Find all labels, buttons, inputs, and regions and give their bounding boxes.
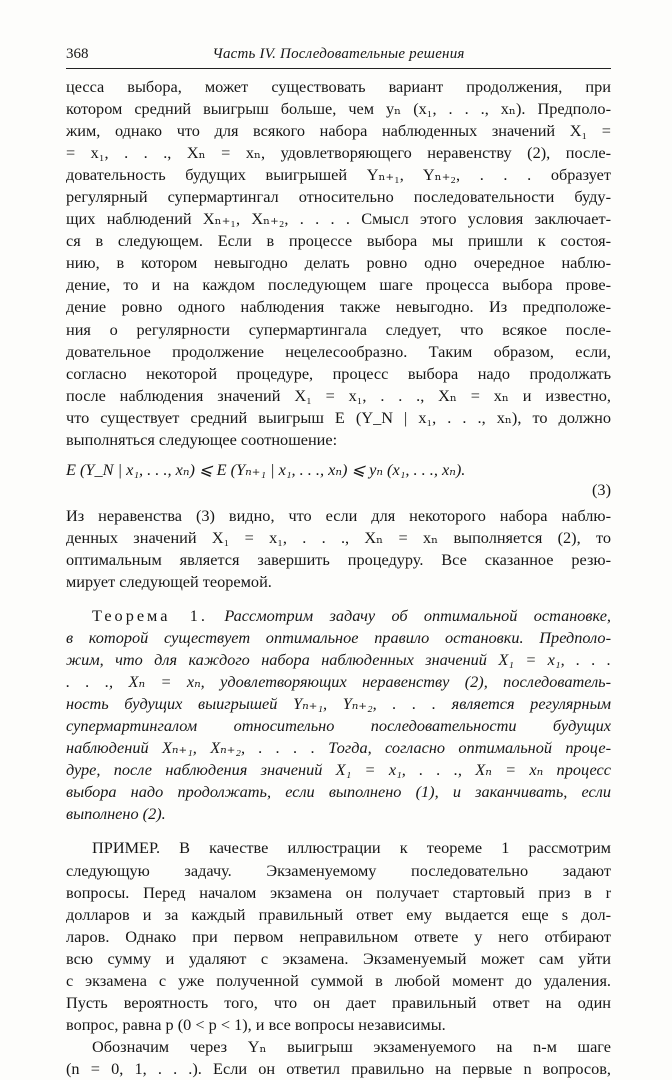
- text-line: что существует средний выигрыш E (Y_N | x₁, . . ., xₙ), то должно: [66, 407, 611, 427]
- paragraph-gap: [66, 593, 611, 605]
- body-text: [66, 76, 611, 1080]
- theorem-1: [66, 605, 611, 825]
- theorem-line: жим, что для каждого набора наблюденных значений X₁ = x₁, . . .: [66, 650, 611, 670]
- paragraph-conclusion: [66, 505, 611, 593]
- text-line: с экзамена с уже полученной суммой в любой момент до удаления.: [66, 970, 611, 990]
- text-line: вопрос, равна p (0 < p < 1), и все вопросы независимы.: [66, 1014, 446, 1034]
- formula-tag: (3): [592, 479, 611, 499]
- paragraph-definition: [66, 1036, 611, 1080]
- text-line: ларов. Однако при первом неправильном ответе у него отбирают: [66, 926, 611, 946]
- page-header: [66, 46, 611, 69]
- text-line: Пусть вероятность того, что он дает правильный ответ на один: [66, 992, 611, 1012]
- theorem-line: . . ., Xₙ = xₙ, удовлетворяющих неравенству (2), последователь-: [66, 672, 611, 692]
- text-line: ся в следующем. Если в процессе выбора мы пришли к состоя-: [66, 231, 611, 251]
- formula-3: E (Y_N | x₁, . . ., xₙ) ⩽ E (Yₙ₊₁ | x₁, . . ., xₙ) ⩽ yₙ (x₁, . . ., xₙ).: [66, 459, 466, 479]
- text-line: долларов и за каждый правильный ответ ему выдается еще s дол-: [66, 904, 611, 924]
- theorem-line: в которой существует оптимальное правило остановки. Предполо-: [66, 628, 611, 648]
- text-line: нию, в котором невыгодно делать ровно одно очередное наблю-: [66, 253, 611, 273]
- text-line: вопросы. Перед началом экзамена он получает стартовый приз в r: [66, 882, 611, 902]
- text-line: денных значений X₁ = x₁, . . ., Xₙ = xₙ выполняется (2), то: [66, 527, 611, 547]
- theorem-text: Рассмотрим задачу об оптимальной остановке,: [224, 605, 611, 625]
- text-line: согласно некоторой процедуре, процесс выбора надо продолжать: [66, 363, 611, 383]
- text-line: довательное продолжение нецелесообразно. Таким образом, если,: [66, 341, 611, 361]
- text-line: Из неравенства (3) видно, что если для некоторого набора наблю-: [66, 505, 611, 525]
- text-line: Обозначим через Yₙ выигрыш экзаменуемого на n-м шаге: [92, 1036, 611, 1056]
- text-line: (n = 0, 1, . . .). Если он ответил правильно на первые n вопросов,: [66, 1058, 611, 1078]
- text-line: дение, то и на каждом последующем шаге процесса выбора прове-: [66, 275, 611, 295]
- page-number: 368: [66, 46, 89, 62]
- theorem-first-line: [66, 605, 611, 627]
- text-line: всю сумму и удаляют с экзамена. Экзаменуемый может сам уйти: [66, 948, 611, 968]
- theorem-line: выполнено (2).: [66, 804, 166, 824]
- theorem-line: наблюдений Xₙ₊₁, Xₙ₊₂, . . . . Тогда, согласно оптимальной проце-: [66, 738, 611, 758]
- paragraph-continuation: [66, 76, 611, 451]
- text-line: мирует следующей теоремой.: [66, 571, 272, 591]
- theorem-line: выбора надо продолжать, если выполнено (1), и заканчивать, если: [66, 782, 611, 802]
- text-line: щих наблюдений Xₙ₊₁, Xₙ₊₂, . . . . Смысл этого условия заключает-: [66, 209, 611, 229]
- theorem-label: Теорема 1.: [92, 605, 208, 625]
- example-paragraph: [66, 837, 611, 1035]
- text-line: ПРИМЕР. В качестве иллюстрации к теореме 1 рассмотрим: [92, 838, 611, 858]
- running-head: Часть IV. Последовательные решения: [212, 46, 465, 62]
- text-line: ния о регулярности супермартингала следует, что всякое после-: [66, 319, 611, 339]
- text-line: цесса выбора, может существовать вариант продолжения, при: [66, 77, 611, 96]
- text-line: следующую задачу. Экзаменуемому последовательно задают: [66, 860, 611, 880]
- text-line: после наблюдения значений X₁ = x₁, . . ., Xₙ = xₙ и известно,: [66, 385, 611, 405]
- paragraph-gap: [66, 825, 611, 837]
- theorem-line: дуре, после наблюдения значений X₁ = x₁, . . ., Xₙ = xₙ процесс: [66, 760, 611, 780]
- text-line: дение ровно одного наблюдения также невыгодно. Из предположе-: [66, 297, 611, 317]
- text-line: жим, однако что для всякого набора наблюденных значений X₁ =: [66, 121, 611, 141]
- theorem-line: супермартингалом относительно последовательности будущих: [66, 716, 611, 736]
- theorem-line: ность будущих выигрышей Yₙ₊₁, Yₙ₊₂, . . . является регулярным: [66, 694, 611, 714]
- text-line: довательность будущих выигрышей Yₙ₊₁, Yₙ₊₂, . . . образует: [66, 165, 611, 185]
- text-line: котором средний выигрыш больше, чем yₙ (x₁, . . ., xₙ). Предполо-: [66, 99, 611, 119]
- text-line: регулярный супермартингал относительно последовательности буду-: [66, 187, 611, 207]
- text-line: выполняться следующее соотношение:: [66, 429, 338, 449]
- text-line: оптимальным является завершить процедуру. Все сказанное резю-: [66, 549, 611, 569]
- text-line: = x₁, . . ., Xₙ = xₙ, удовлетворяющего неравенству (2), после-: [66, 143, 611, 163]
